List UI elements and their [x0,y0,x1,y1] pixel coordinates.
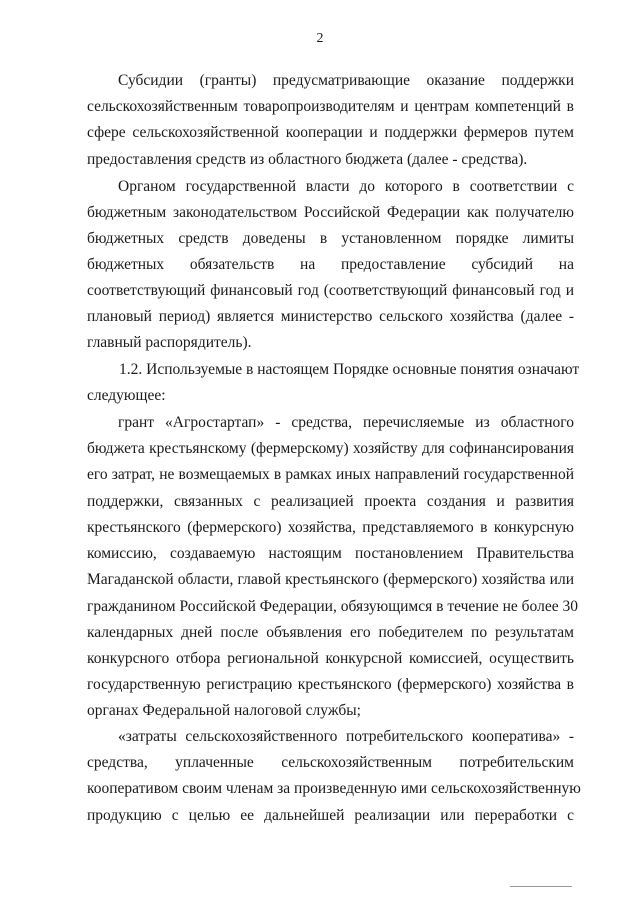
text-line: государственную регистрацию крестьянского (фермерского) хозяйства в [87,676,574,693]
text-line: крестьянского (фермерского) хозяйства, представляемого в конкурсную [87,519,574,536]
page-number: 2 [316,31,324,46]
text-line: главный распорядитель). [87,334,252,351]
text-line: грант «Агростартап» - средства, перечисляемые из областного [118,414,574,431]
text-line: «затраты сельскохозяйственного потребительского кооператива» - [118,728,574,745]
text-line: продукцию с целью ее дальнейшей реализации или переработки с [87,807,574,824]
text-line: соответствующий финансовый год (соответствующий финансовый год и [87,282,574,299]
text-line: бюджета крестьянскому (фермерскому) хозяйству для софинансирования [87,440,574,457]
text-line: Органом государственной власти до которого в соответствии с [118,178,574,195]
text-line: органах Федеральной налоговой службы; [87,702,361,719]
text-line: сфере сельскохозяйственной кооперации и поддержки фермеров путем [87,124,574,141]
text-line: средства, уплаченные сельскохозяйственным потребительским [87,754,574,771]
text-line: сельскохозяйственным товаропроизводителям и центрам компетенций в [87,98,574,115]
text-line: его затрат, не возмещаемых в рамках иных направлений государственной [87,466,574,483]
text-line: следующее: [87,387,166,404]
text-line: кооперативом своим членам за произведенную ими сельскохозяйственную [87,780,581,797]
text-line: поддержки, связанных с реализацией проекта создания и развития [87,493,574,510]
text-line: гражданином Российской Федерации, обязующимся в течение не более 30 [87,598,578,615]
text-line: предоставления средств из областного бюджета (далее - средства). [87,151,528,168]
text-line: комиссию, создаваемую настоящим постановлением Правительства [87,545,574,562]
text-line: бюджетных средств доведены в установленном порядке лимиты [87,230,574,247]
text-line: конкурсного отбора региональной конкурсной комиссией, осуществить [87,650,574,667]
text-line: календарных дней после объявления его победителем по результатам [87,624,574,641]
text-line: бюджетным законодательством Российской Федерации как получателю [87,204,574,221]
text-line: бюджетных обязательств на предоставление субсидий на [87,256,574,273]
footer-rule [510,886,572,887]
text-line: Субсидии (гранты) предусматривающие оказание поддержки [118,72,574,89]
text-line: 1.2. Используемые в настоящем Порядке основные понятия означают [119,361,580,378]
text-line: плановый период) является министерство сельского хозяйства (далее - [87,308,574,325]
text-line: Магаданской области, главой крестьянского (фермерского) хозяйства или [87,571,574,588]
